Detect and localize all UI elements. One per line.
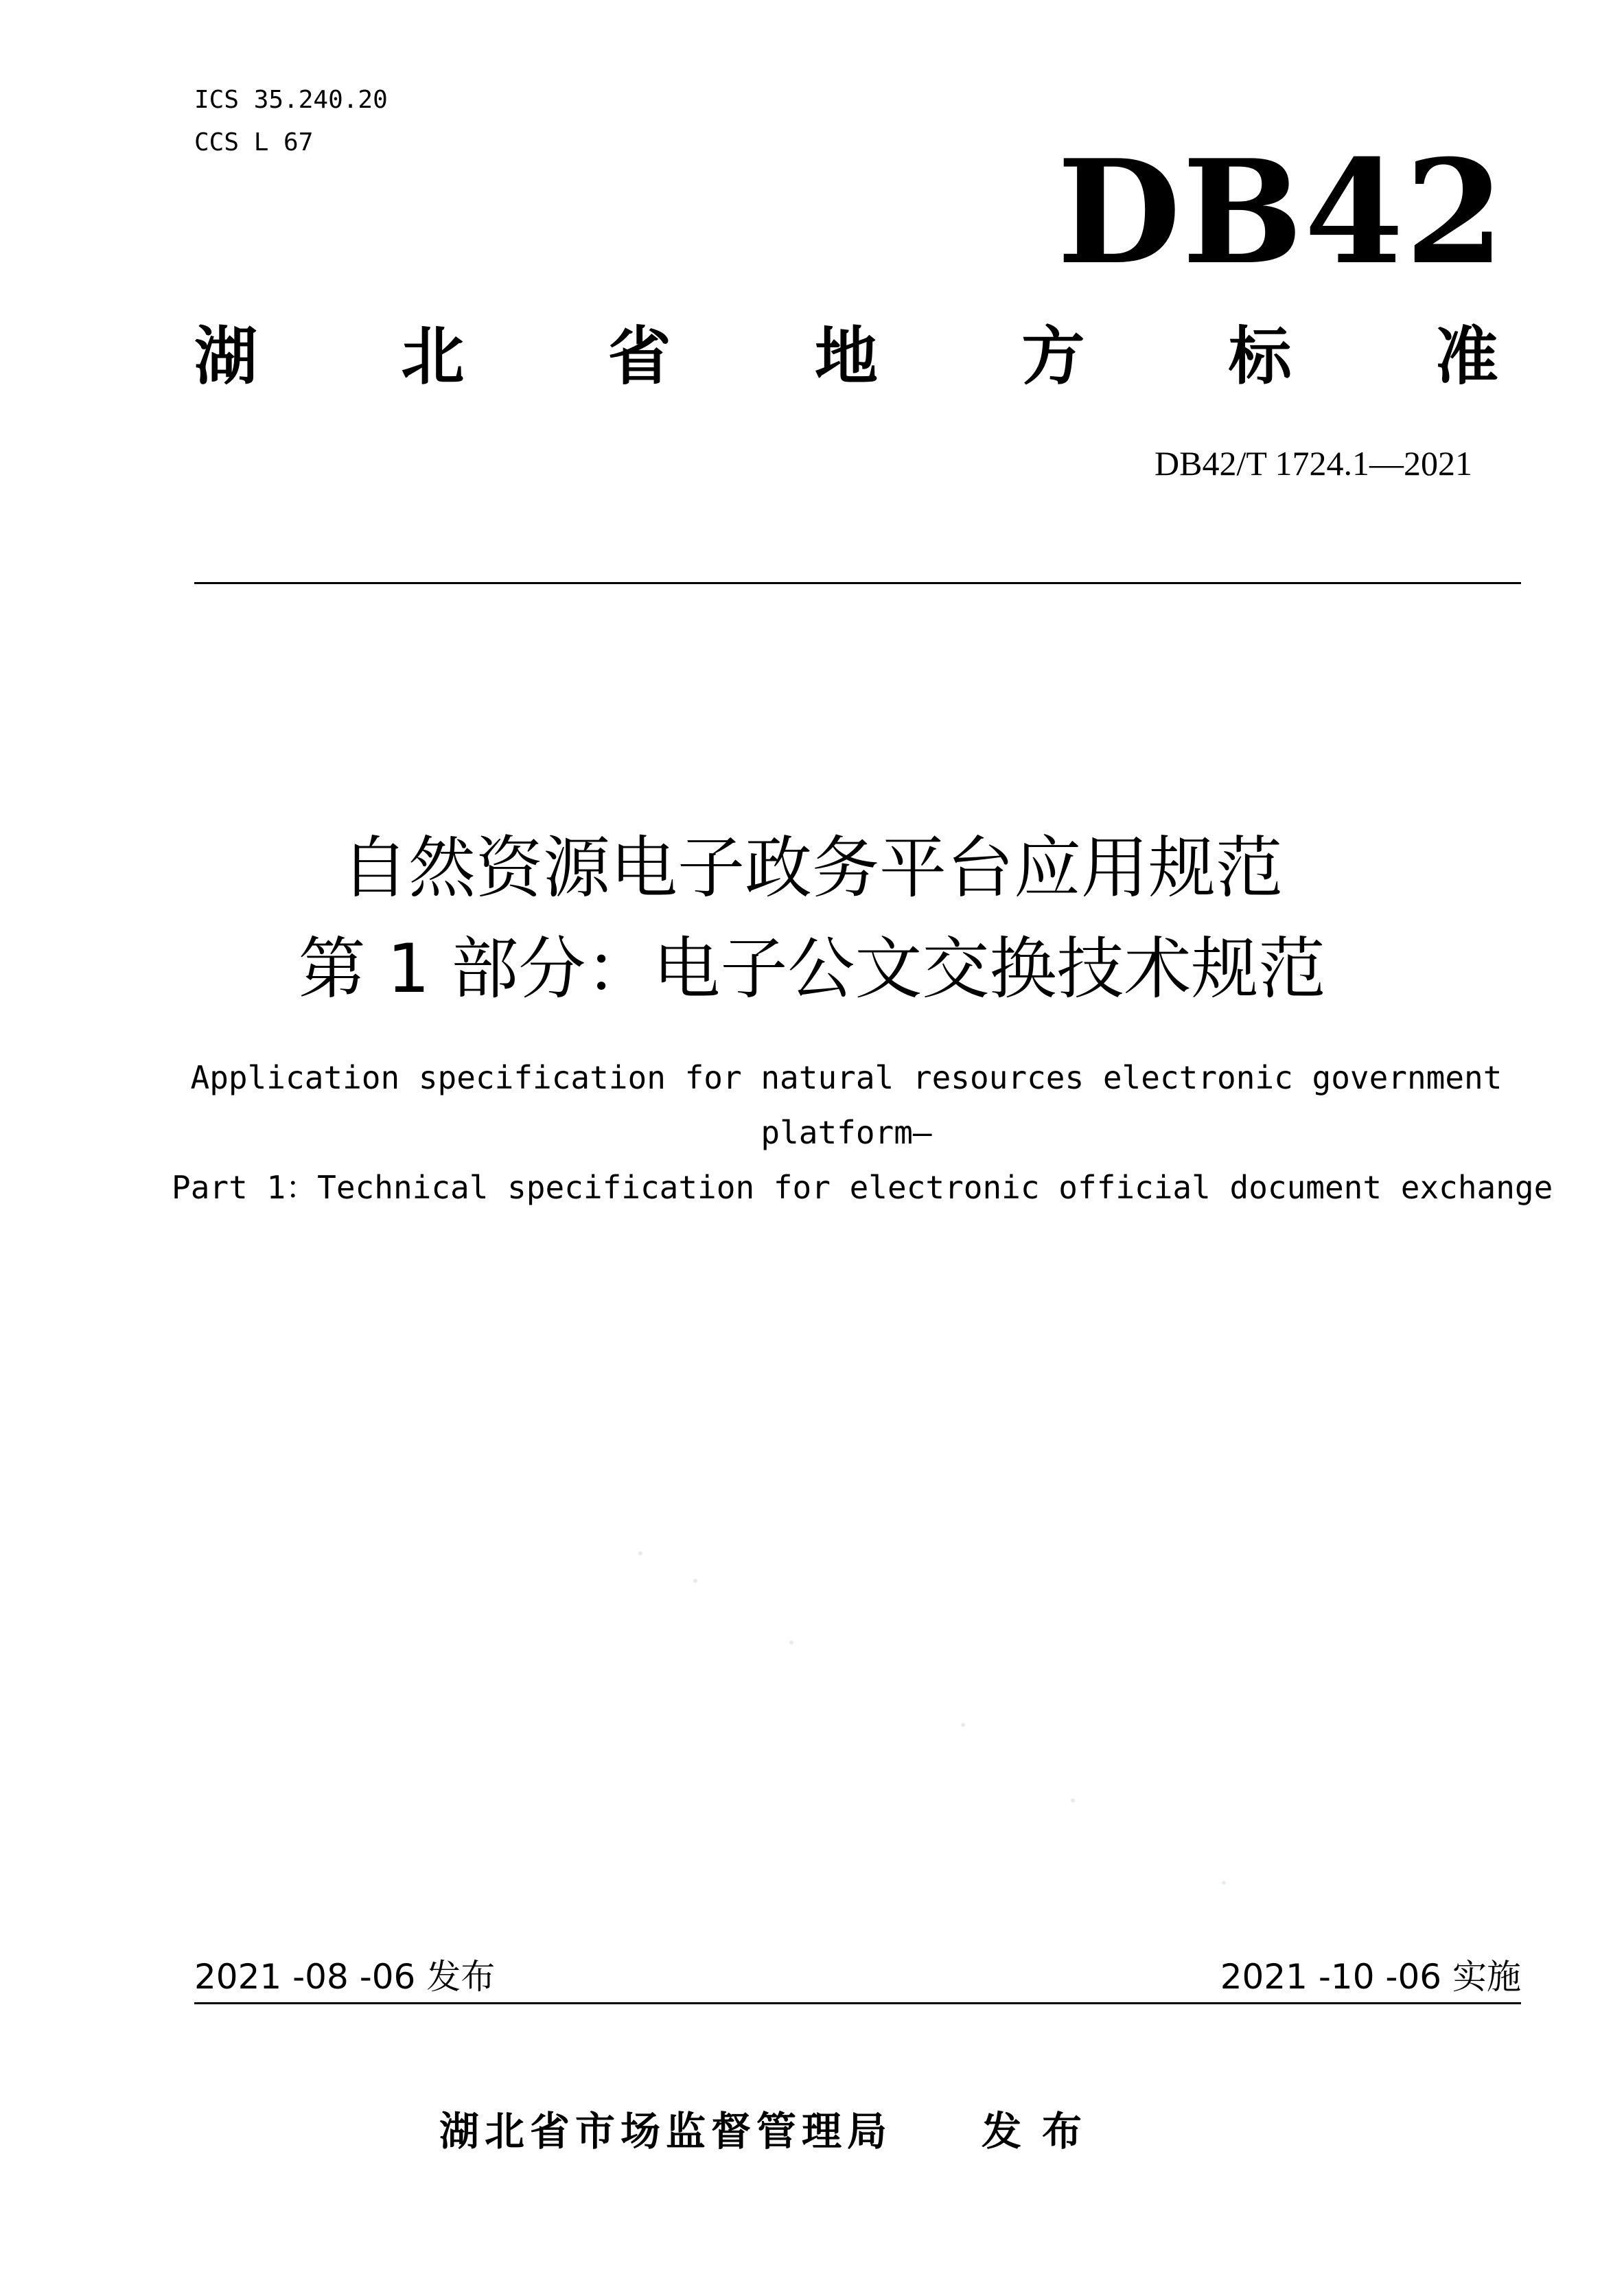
scan-speck [1222,1881,1226,1885]
category-char: 北 [401,320,465,393]
standard-logo: DB42 [1057,129,1506,297]
category-char: 标 [1228,320,1292,393]
category-char: 湖 [194,320,258,393]
top-divider [194,582,1521,584]
title-cn-line-2: 第 1 部分：电子公文交换技术规范 [298,930,1326,1008]
issuer-name: 湖北省市场监督管理局 [439,2108,893,2155]
category-char: 地 [814,320,878,393]
title-en-line-2: platform— [761,1114,932,1151]
scan-speck [789,1640,793,1645]
category-char: 省 [607,320,671,393]
implementation-date: 2021 -10 -06 实施 [1220,1957,1521,1997]
issue-date: 2021 -08 -06 发布 [194,1957,496,1997]
standard-number: DB42/T 1724.1—2021 [1155,444,1472,483]
scan-speck [638,1551,642,1555]
ccs-code: CCS L 67 [194,128,314,156]
scan-speck [961,1723,965,1727]
standard-category [194,319,1498,395]
title-en-line-3: Part 1：Technical specification for electronic official document exchange [172,1169,1553,1206]
category-char: 准 [1435,320,1498,393]
scan-speck [693,1579,697,1583]
issuer-line [439,2100,1102,2155]
category-char: 方 [1021,320,1085,393]
issuer-action: 发布 [982,2108,1103,2155]
ics-code: ICS 35.240.20 [194,86,388,114]
title-cn-line-1: 自然资源电子政务平台应用规范 [340,829,1283,907]
scan-speck [1071,1798,1075,1802]
bottom-divider [194,2002,1521,2004]
title-en-line-1: Application specification for natural resources electronic government [190,1059,1503,1096]
